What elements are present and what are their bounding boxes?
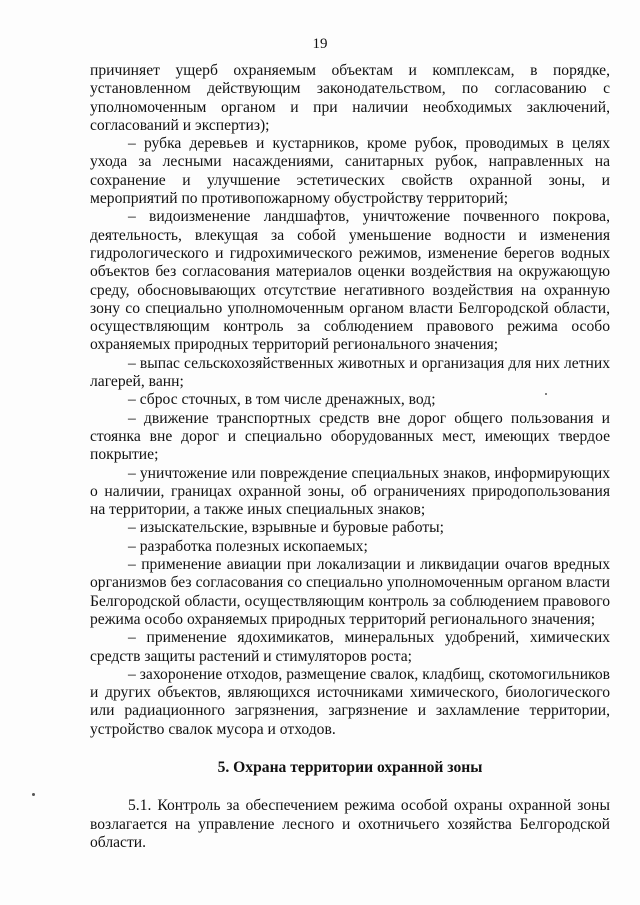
list-item: – уничтожение или повреждение специальных знаков, информирующих о наличии, границах охранной зоны, об ограничениях природопользования на территории, а также иных специальных знаков; xyxy=(90,464,610,519)
scan-speck xyxy=(545,393,547,395)
list-item: – разработка полезных ископаемых; xyxy=(128,537,368,555)
list-item: – сброс сточных, в том числе дренажных, вод; xyxy=(128,391,436,409)
list-item: – применение авиации при локализации и ликвидации очагов вредных организмов без согласования со специально уполномоченным органом власти Белгородской области, осуществляющим контроль за соблюдением правового режима особо охраняемых природных территорий регионального значения; xyxy=(90,556,610,628)
list-item: – изыскательские, взрывные и буровые работы; xyxy=(128,519,444,537)
section-heading: 5. Охрана территории охранной зоны xyxy=(217,758,483,776)
list-item: – выпас сельскохозяйственных животных и организация для них летних лагерей, ванн; xyxy=(90,354,610,391)
paragraph-continuation: причиняет ущерб охраняемым объектам и комплексам, в порядке, установленном действующим законодательством, по согласованию с уполномоченным органом и при наличии необходимых заключений, согласований и экспертиз); xyxy=(90,62,610,134)
list-item: – применение ядохимикатов, минеральных удобрений, химических средств защиты растений и стимуляторов роста; xyxy=(90,629,610,665)
list-item: – рубка деревьев и кустарников, кроме рубок, проводимых в целях ухода за лесными насаждениями, санитарных рубок, направленных на сохранение и улучшение эстетических свойств охранной зоны, и мероприятий по противопожарному обустройству территорий; xyxy=(90,135,610,208)
document-body xyxy=(90,62,610,852)
section-paragraph: 5.1. Контроль за обеспечением режима особой охраны охранной зоны возлагается на управление лесного и охотничьего хозяйства Белгородской области. xyxy=(90,797,610,851)
list-item: – захоронение отходов, размещение свалок, кладбищ, скотомогильников и других объектов, являющихся источниками химического, биологического или радиационного загрязнения, загрязнение и захламление территории, устройство свалок мусора и отходов. xyxy=(90,665,610,738)
list-item: – видоизменение ландшафтов, уничтожение почвенного покрова, деятельность, влекущая за собой уменьшение водности и изменения гидрологического и гидрохимического режимов, изменение берегов водных объектов без согласования материалов оценки воздействия на окружающую среду, обосновывающих отсутствие негативного воздействия на охранную зону со специально уполномоченным органом власти Белгородской области, осуществляющим контроль за соблюдением правового режима особо охраняемых природных территорий регионального значения; xyxy=(90,208,610,354)
list-item: – движение транспортных средств вне дорог общего пользования и стоянка вне дорог и специально оборудованных мест, имеющих твердое покрытие; xyxy=(90,409,610,464)
page-number: 19 xyxy=(312,36,328,52)
scan-speck xyxy=(32,793,35,796)
